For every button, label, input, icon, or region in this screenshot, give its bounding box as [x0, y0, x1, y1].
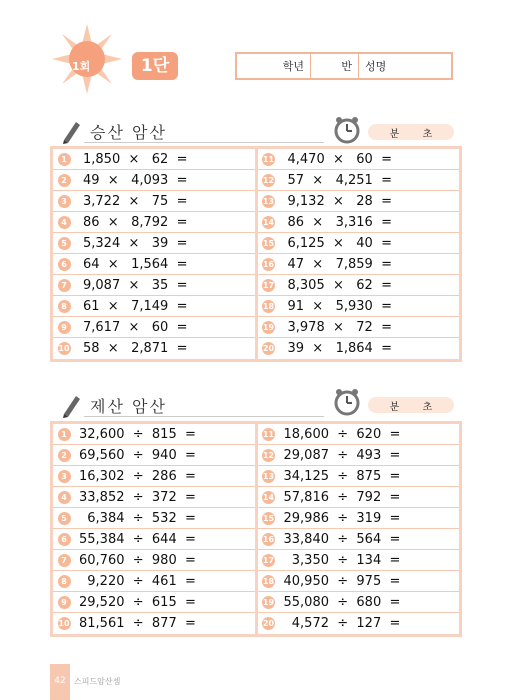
problem-number-badge: 17	[262, 555, 275, 565]
problem-expression: 61 × 7,149 =	[83, 298, 188, 314]
time-record-box	[368, 124, 454, 140]
problem-number	[258, 191, 280, 211]
problem-column-left	[53, 424, 255, 634]
problem-number-badge: 13	[262, 196, 275, 206]
problem-expression: 5,324 × 39 =	[83, 235, 188, 251]
problem-number-badge: 6	[58, 258, 71, 271]
problem-expression: 6,384 ÷ 532 =	[79, 510, 196, 526]
problem-number-badge: 18	[262, 301, 275, 311]
problem-number-badge: 10	[58, 344, 70, 353]
problem-row	[258, 275, 460, 296]
clock-icon	[333, 388, 361, 416]
problem-row	[258, 254, 460, 275]
problem-expression: 33,840 ÷ 564 =	[283, 531, 401, 547]
problem-row	[258, 550, 460, 571]
problem-number	[258, 317, 280, 337]
problem-number-badge: 6	[58, 533, 71, 546]
problem-row	[258, 338, 460, 359]
problem-expression: 57,816 ÷ 792 =	[283, 489, 401, 505]
problem-row	[258, 191, 460, 212]
problem-expression: 58 × 2,871 =	[83, 341, 188, 356]
problem-number-badge: 7	[58, 554, 71, 567]
problem-number	[53, 170, 75, 190]
class-label: 반	[341, 60, 352, 73]
problem-expression: 32,600 ÷ 815 =	[79, 426, 196, 442]
problem-number-badge: 8	[58, 300, 71, 313]
problem-row	[53, 550, 255, 571]
problem-row	[53, 317, 255, 338]
problem-row	[53, 487, 255, 508]
problem-number	[258, 170, 280, 190]
section-divider	[84, 142, 324, 143]
problem-number	[53, 445, 75, 465]
pencil-icon	[60, 392, 82, 418]
problem-number-badge: 1	[58, 153, 71, 166]
problem-number	[258, 550, 280, 570]
problem-number-badge: 7	[58, 279, 71, 292]
name-label: 성명	[365, 60, 387, 73]
section-title-text: 제산 암산	[90, 396, 167, 416]
problem-row	[53, 149, 255, 170]
page-footer	[0, 664, 520, 700]
problem-expression: 91 × 5,930 =	[287, 298, 392, 314]
problem-number-badge: 2	[58, 449, 71, 462]
problem-row	[258, 170, 460, 191]
problem-number	[53, 254, 75, 274]
problem-number	[53, 550, 75, 570]
minutes-label: 분	[389, 401, 400, 413]
problem-number	[53, 233, 75, 253]
problem-number	[53, 487, 75, 507]
problem-expression: 3,978 × 72 =	[287, 319, 392, 335]
clock-icon	[333, 116, 361, 144]
problem-number-badge: 12	[262, 450, 275, 460]
problem-column-right	[258, 149, 460, 359]
problem-expression: 69,560 ÷ 940 =	[79, 447, 196, 463]
problem-number	[53, 424, 75, 444]
problem-row	[53, 233, 255, 254]
problem-row	[53, 592, 255, 613]
problem-number-badge: 12	[262, 175, 275, 185]
problem-number-badge: 3	[58, 470, 71, 483]
problem-number	[53, 338, 75, 359]
problem-row	[53, 254, 255, 275]
problem-expression: 1,850 × 62 =	[83, 151, 188, 167]
problem-number	[258, 508, 280, 528]
problem-number	[53, 212, 75, 232]
problem-number-badge: 3	[58, 195, 71, 208]
problem-number-badge: 14	[262, 217, 275, 227]
problem-expression: 4,470 × 60 =	[287, 151, 392, 167]
problem-row	[258, 445, 460, 466]
student-info-box	[235, 52, 453, 80]
problem-row	[53, 613, 255, 634]
problem-row	[258, 424, 460, 445]
grade-label: 학년	[282, 60, 304, 73]
problem-row	[53, 296, 255, 317]
problem-number	[258, 338, 280, 359]
problem-number	[53, 317, 75, 337]
problem-number-badge: 4	[58, 216, 71, 229]
problem-number-badge: 20	[262, 344, 275, 353]
problem-row	[258, 317, 460, 338]
problem-row	[53, 424, 255, 445]
problem-expression: 34,125 ÷ 875 =	[283, 468, 401, 484]
problem-expression: 4,572 ÷ 127 =	[283, 616, 401, 631]
problem-number	[53, 149, 75, 169]
problem-number	[258, 233, 280, 253]
problem-number-badge: 9	[58, 596, 71, 609]
class-field[interactable]	[311, 54, 359, 78]
section-title-text: 승산 암산	[90, 122, 167, 142]
problem-row	[258, 592, 460, 613]
problem-expression: 29,087 ÷ 493 =	[283, 447, 401, 463]
problem-number-badge: 18	[262, 576, 275, 586]
pencil-icon	[60, 118, 82, 144]
problem-number	[53, 592, 75, 612]
problem-expression: 64 × 1,564 =	[83, 256, 188, 272]
seconds-label: 초	[422, 128, 433, 140]
problem-expression: 6,125 × 40 =	[287, 235, 392, 251]
problem-row	[258, 508, 460, 529]
problem-row	[53, 529, 255, 550]
minutes-label: 분	[389, 128, 400, 140]
problem-number	[53, 529, 75, 549]
problem-expression: 49 × 4,093 =	[83, 172, 188, 188]
problem-number	[258, 254, 280, 274]
problem-number	[258, 445, 280, 465]
problem-row	[258, 529, 460, 550]
problem-number	[53, 508, 75, 528]
problem-expression: 9,132 × 28 =	[287, 193, 392, 209]
problem-row	[53, 338, 255, 359]
problem-number-badge: 11	[262, 154, 275, 164]
problem-row	[258, 571, 460, 592]
problem-row	[258, 487, 460, 508]
problem-expression: 16,302 ÷ 286 =	[79, 468, 196, 484]
time-record-box	[368, 397, 454, 413]
problem-row	[53, 275, 255, 296]
problem-expression: 33,852 ÷ 372 =	[79, 489, 196, 505]
problem-expression: 55,080 ÷ 680 =	[283, 594, 401, 610]
problem-expression: 60,760 ÷ 980 =	[79, 552, 196, 568]
problem-expression: 3,350 ÷ 134 =	[283, 552, 401, 568]
problem-row	[53, 571, 255, 592]
problem-number	[258, 275, 280, 295]
problem-expression: 47 × 7,859 =	[287, 256, 392, 272]
problem-number-badge: 11	[262, 429, 275, 439]
problem-number-badge: 19	[262, 322, 275, 332]
problem-row	[258, 613, 460, 634]
problem-number	[258, 424, 280, 444]
problem-number-badge: 13	[262, 471, 275, 481]
problem-expression: 29,520 ÷ 615 =	[79, 594, 196, 610]
problem-number-badge: 5	[58, 512, 71, 525]
problem-row	[53, 212, 255, 233]
name-field[interactable]	[359, 54, 451, 78]
problem-number-badge: 14	[262, 492, 275, 502]
book-title: 스피드암산셈	[74, 677, 121, 686]
problem-expression: 86 × 3,316 =	[287, 214, 392, 230]
problem-number-badge: 4	[58, 491, 71, 504]
problem-number-badge: 20	[262, 619, 275, 628]
problem-expression: 29,986 ÷ 319 =	[283, 510, 401, 526]
problem-expression: 18,600 ÷ 620 =	[283, 426, 401, 442]
problem-number	[53, 296, 75, 316]
problem-number-badge: 16	[262, 534, 275, 544]
problem-expression: 57 × 4,251 =	[287, 172, 392, 188]
problem-number-badge: 19	[262, 597, 275, 607]
problem-number	[258, 529, 280, 549]
problem-row	[258, 233, 460, 254]
problem-expression: 8,305 × 62 =	[287, 277, 392, 293]
page-number: 42	[50, 664, 70, 700]
problem-column-left	[53, 149, 255, 359]
problem-number	[258, 613, 280, 634]
problem-number	[258, 487, 280, 507]
problem-table-multiplication	[50, 146, 462, 362]
problem-table-division	[50, 421, 462, 637]
problem-row	[53, 508, 255, 529]
problem-number	[53, 466, 75, 486]
problem-expression: 7,617 × 60 =	[83, 319, 188, 335]
problem-number-badge: 15	[262, 513, 275, 523]
problem-number	[258, 296, 280, 316]
problem-row	[53, 445, 255, 466]
problem-number-badge: 9	[58, 321, 71, 334]
problem-column-right	[258, 424, 460, 634]
problem-number-badge: 2	[58, 174, 71, 187]
problem-row	[258, 466, 460, 487]
problem-number-badge: 16	[262, 259, 275, 269]
problem-expression: 81,561 ÷ 877 =	[79, 616, 196, 631]
level-badge: 1단	[132, 52, 178, 80]
section-divider	[84, 416, 324, 417]
problem-number-badge: 17	[262, 280, 275, 290]
problem-number-badge: 15	[262, 238, 275, 248]
problem-number	[53, 275, 75, 295]
problem-row	[53, 170, 255, 191]
problem-expression: 9,087 × 35 =	[83, 277, 188, 293]
problem-expression: 55,384 ÷ 644 =	[79, 531, 196, 547]
round-label: 1회	[72, 60, 91, 73]
problem-row	[53, 191, 255, 212]
problem-number	[258, 466, 280, 486]
problem-row	[258, 212, 460, 233]
problem-number	[258, 212, 280, 232]
problem-number	[258, 149, 280, 169]
problem-number-badge: 10	[58, 619, 70, 628]
problem-number	[258, 571, 280, 591]
seconds-label: 초	[422, 401, 433, 413]
problem-expression: 9,220 ÷ 461 =	[79, 573, 196, 589]
problem-number	[53, 571, 75, 591]
problem-number-badge: 1	[58, 428, 71, 441]
problem-row	[53, 466, 255, 487]
problem-expression: 86 × 8,792 =	[83, 214, 188, 230]
problem-number	[53, 613, 75, 634]
problem-expression: 39 × 1,864 =	[287, 341, 392, 356]
problem-row	[258, 296, 460, 317]
grade-field[interactable]	[237, 54, 311, 78]
problem-number-badge: 8	[58, 575, 71, 588]
problem-number-badge: 5	[58, 237, 71, 250]
problem-number	[258, 592, 280, 612]
problem-number	[53, 191, 75, 211]
problem-expression: 3,722 × 75 =	[83, 193, 188, 209]
problem-expression: 40,950 ÷ 975 =	[283, 573, 401, 589]
problem-row	[258, 149, 460, 170]
